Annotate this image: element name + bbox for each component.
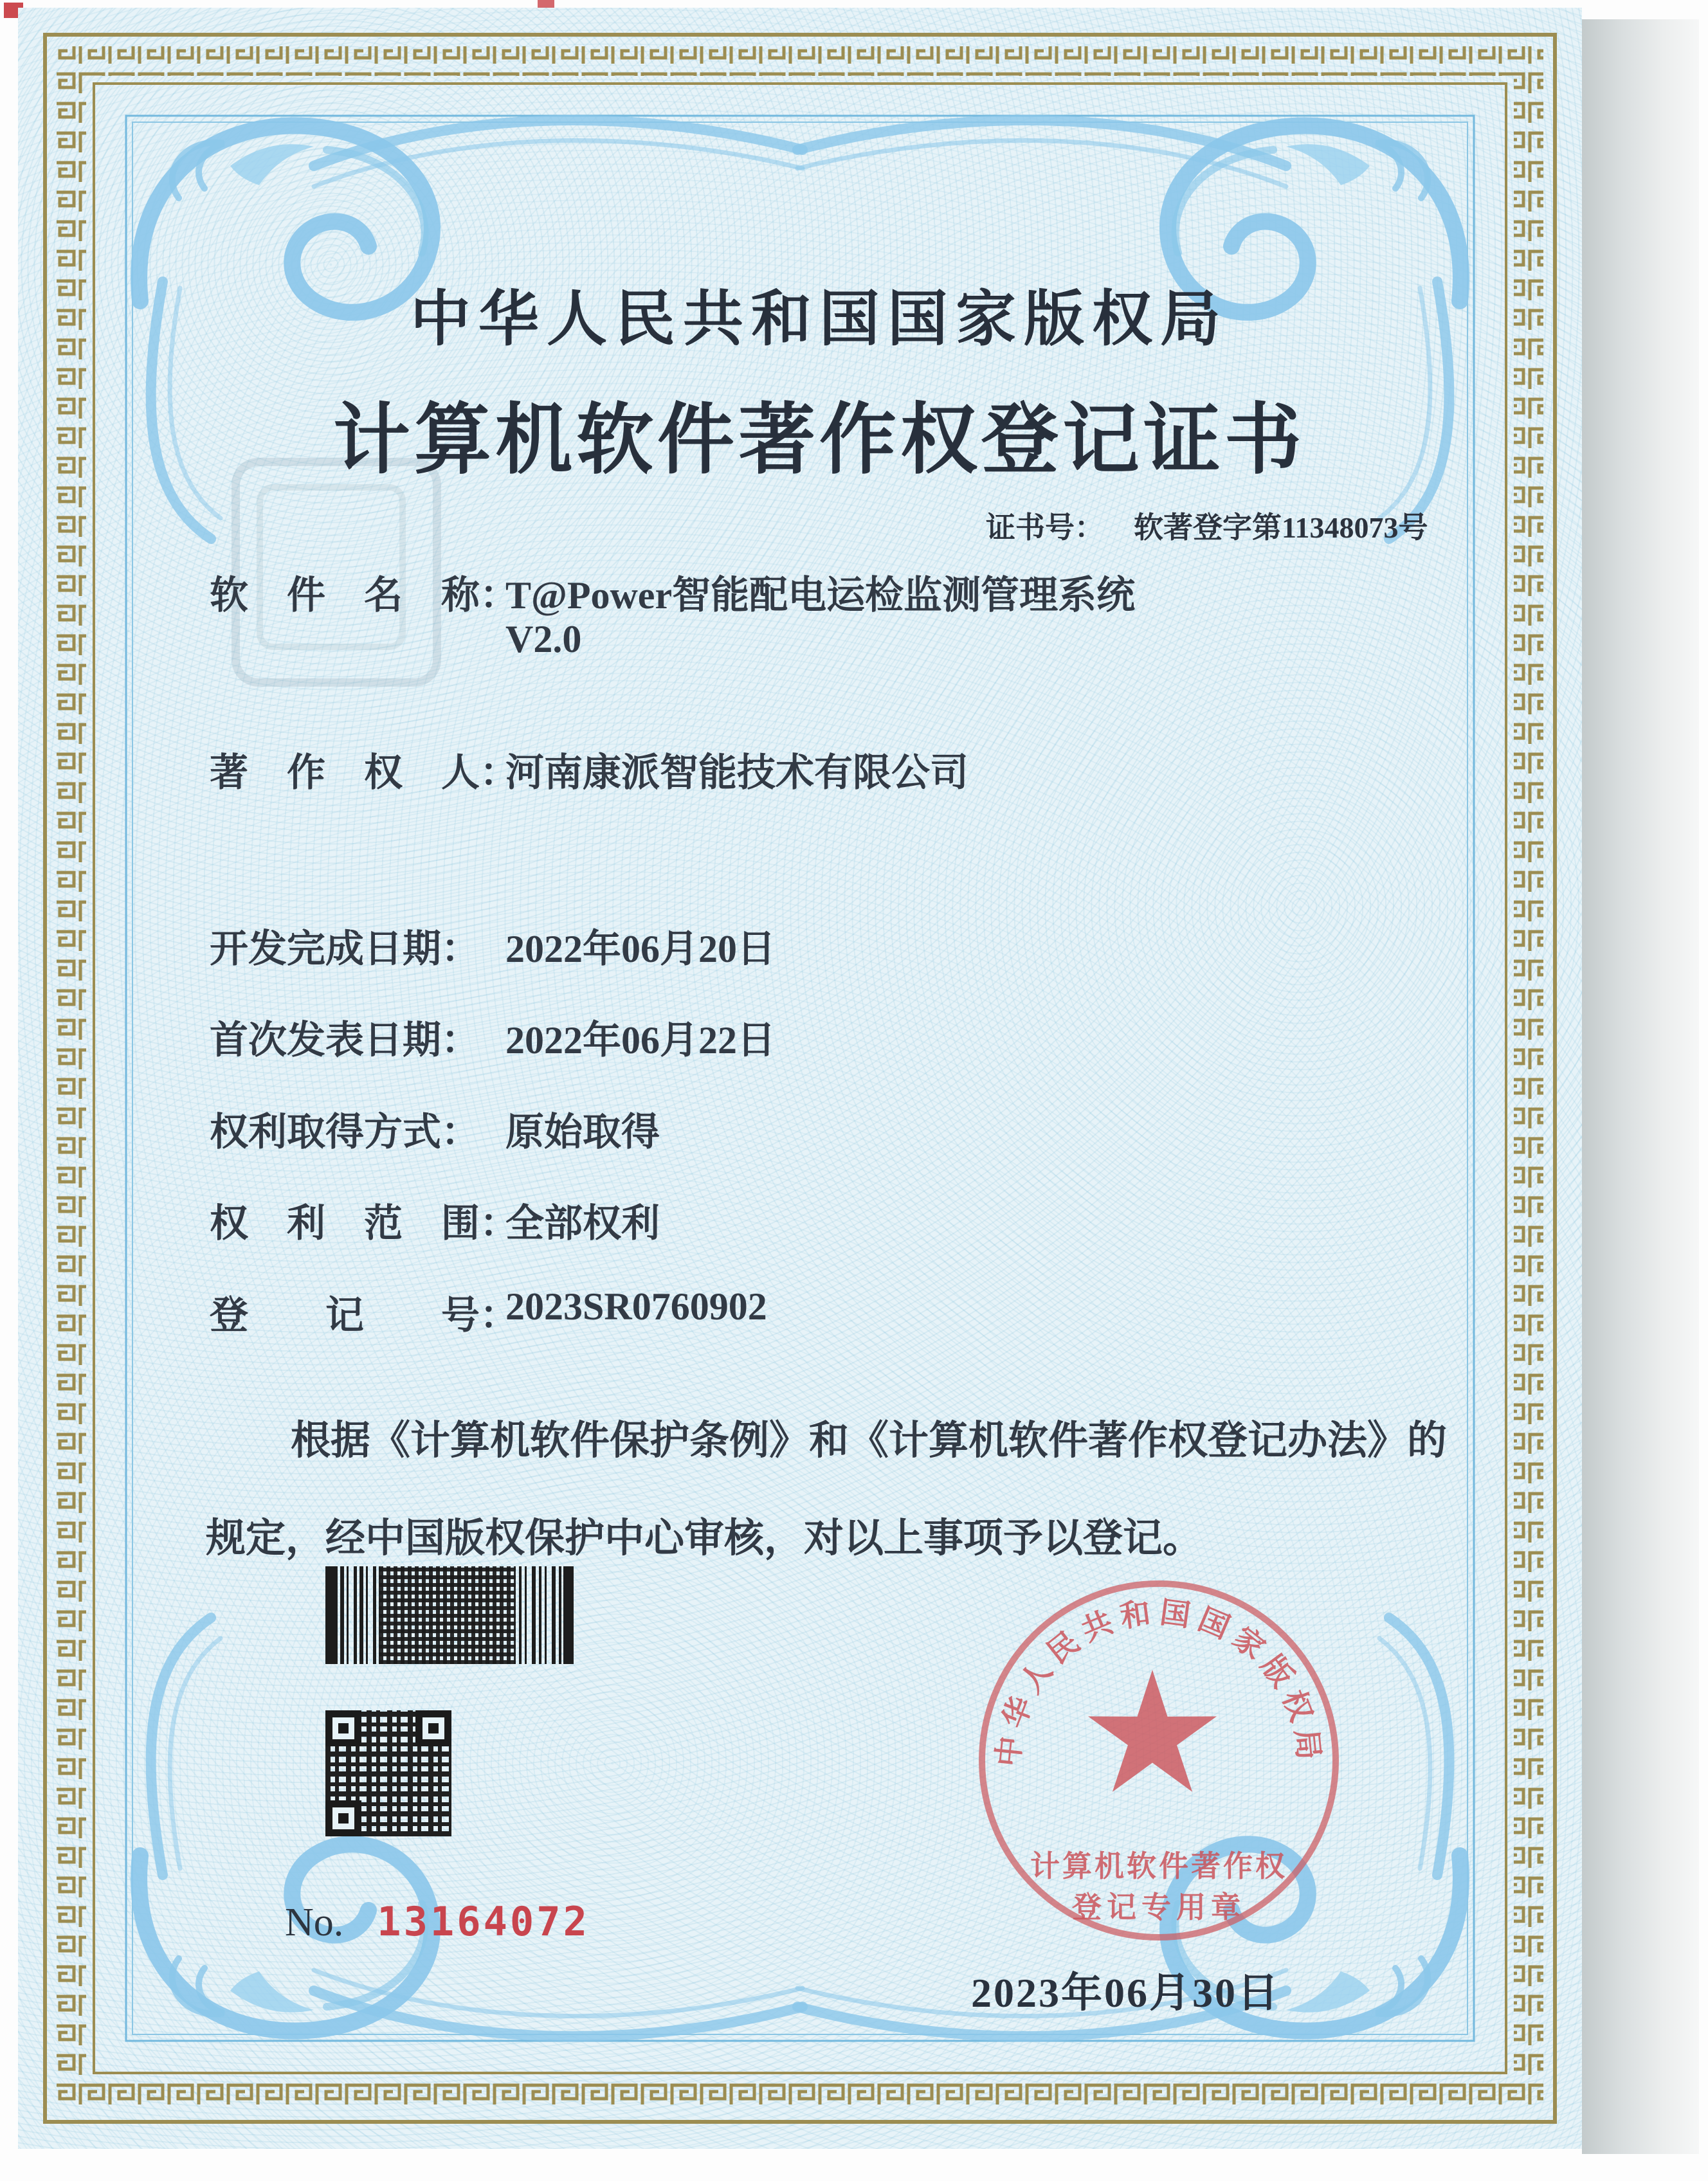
certificate-number-label: 证书号： [986,511,1104,544]
star-icon [1088,1670,1217,1792]
seal-caption-line-2: 登记专用章 [1072,1891,1246,1924]
certificate-number-value: 软著登字第11348073号 [1134,511,1428,544]
field-row-first-publish-date [18,1009,1582,1061]
field-label: 首次发表日期： [210,1019,480,1062]
field-row-rights-acquisition [18,1101,1582,1153]
qr-finder-bottom-left [325,1800,361,1836]
barcode-2d-matrix [379,1566,516,1664]
field-row-dev-complete-date [18,918,1582,970]
field-row-rights-scope [18,1193,1582,1244]
barcode-left-bars [325,1566,379,1664]
statement-line-1: 根据《计算机软件保护条例》和《计算机软件著作权登记办法》的 [291,1419,1448,1463]
seal-caption-line-1: 计算机软件著作权 [1030,1850,1287,1883]
scan-edge-shadow [1582,19,1699,2154]
seal-ring-text: 中华人民共和国国家版权局 [992,1596,1326,1768]
serial-label: No. [285,1901,344,1944]
serial-number-line [285,1898,590,1946]
field-value: 河南康派智能技术有限公司 [505,752,968,794]
barcode [325,1566,574,1664]
issuing-authority-title: 中华人民共和国国家版权局 [410,286,1228,353]
field-label: 著 作 权 人： [210,752,518,794]
greek-key-band-top [57,46,1543,76]
statement-line-2: 规定，经中国版权保护中心审核，对以上事项予以登记。 [206,1517,1203,1561]
qr-finder-top-left [325,1710,361,1746]
field-row-software-name [18,565,1582,616]
software-version: V2.0 [505,618,582,660]
field-label: 权利取得方式： [210,1111,480,1154]
greek-key-band-right [1514,46,1543,2110]
greek-key-band-bottom [57,2081,1543,2110]
field-value: 2022年06月22日 [505,1019,776,1062]
field-label: 登 记 号： [210,1294,518,1337]
greek-key-band-left [57,46,86,2110]
qr-finder-top-right [415,1710,451,1746]
field-value: 2023SR0760902 [505,1285,767,1328]
field-value: 全部权利 [505,1202,660,1245]
field-row-copyright-owner [18,742,1582,793]
field-label: 软 件 名 称： [210,574,518,617]
issue-date: 2023年06月30日 [971,1970,1280,2016]
barcode-right-bars [516,1566,574,1664]
certificate-paper [18,8,1582,2149]
field-value: 原始取得 [505,1111,660,1154]
qr-code [325,1710,451,1836]
corner-flourish-bottom-left [139,1618,803,2036]
certificate-number-line [986,504,1428,547]
serial-number: 13164072 [377,1898,590,1945]
scan-red-artifact [538,0,554,8]
field-label: 开发完成日期： [210,928,480,970]
field-value: 2022年06月20日 [505,928,776,970]
field-label: 权 利 范 围： [210,1202,518,1245]
field-row-registration-number [18,1285,1582,1336]
field-value: T@Power智能配电运检监测管理系统 [505,574,1136,617]
official-seal [979,1580,1339,1941]
certificate-title: 计算机软件著作权登记证书 [333,397,1305,483]
